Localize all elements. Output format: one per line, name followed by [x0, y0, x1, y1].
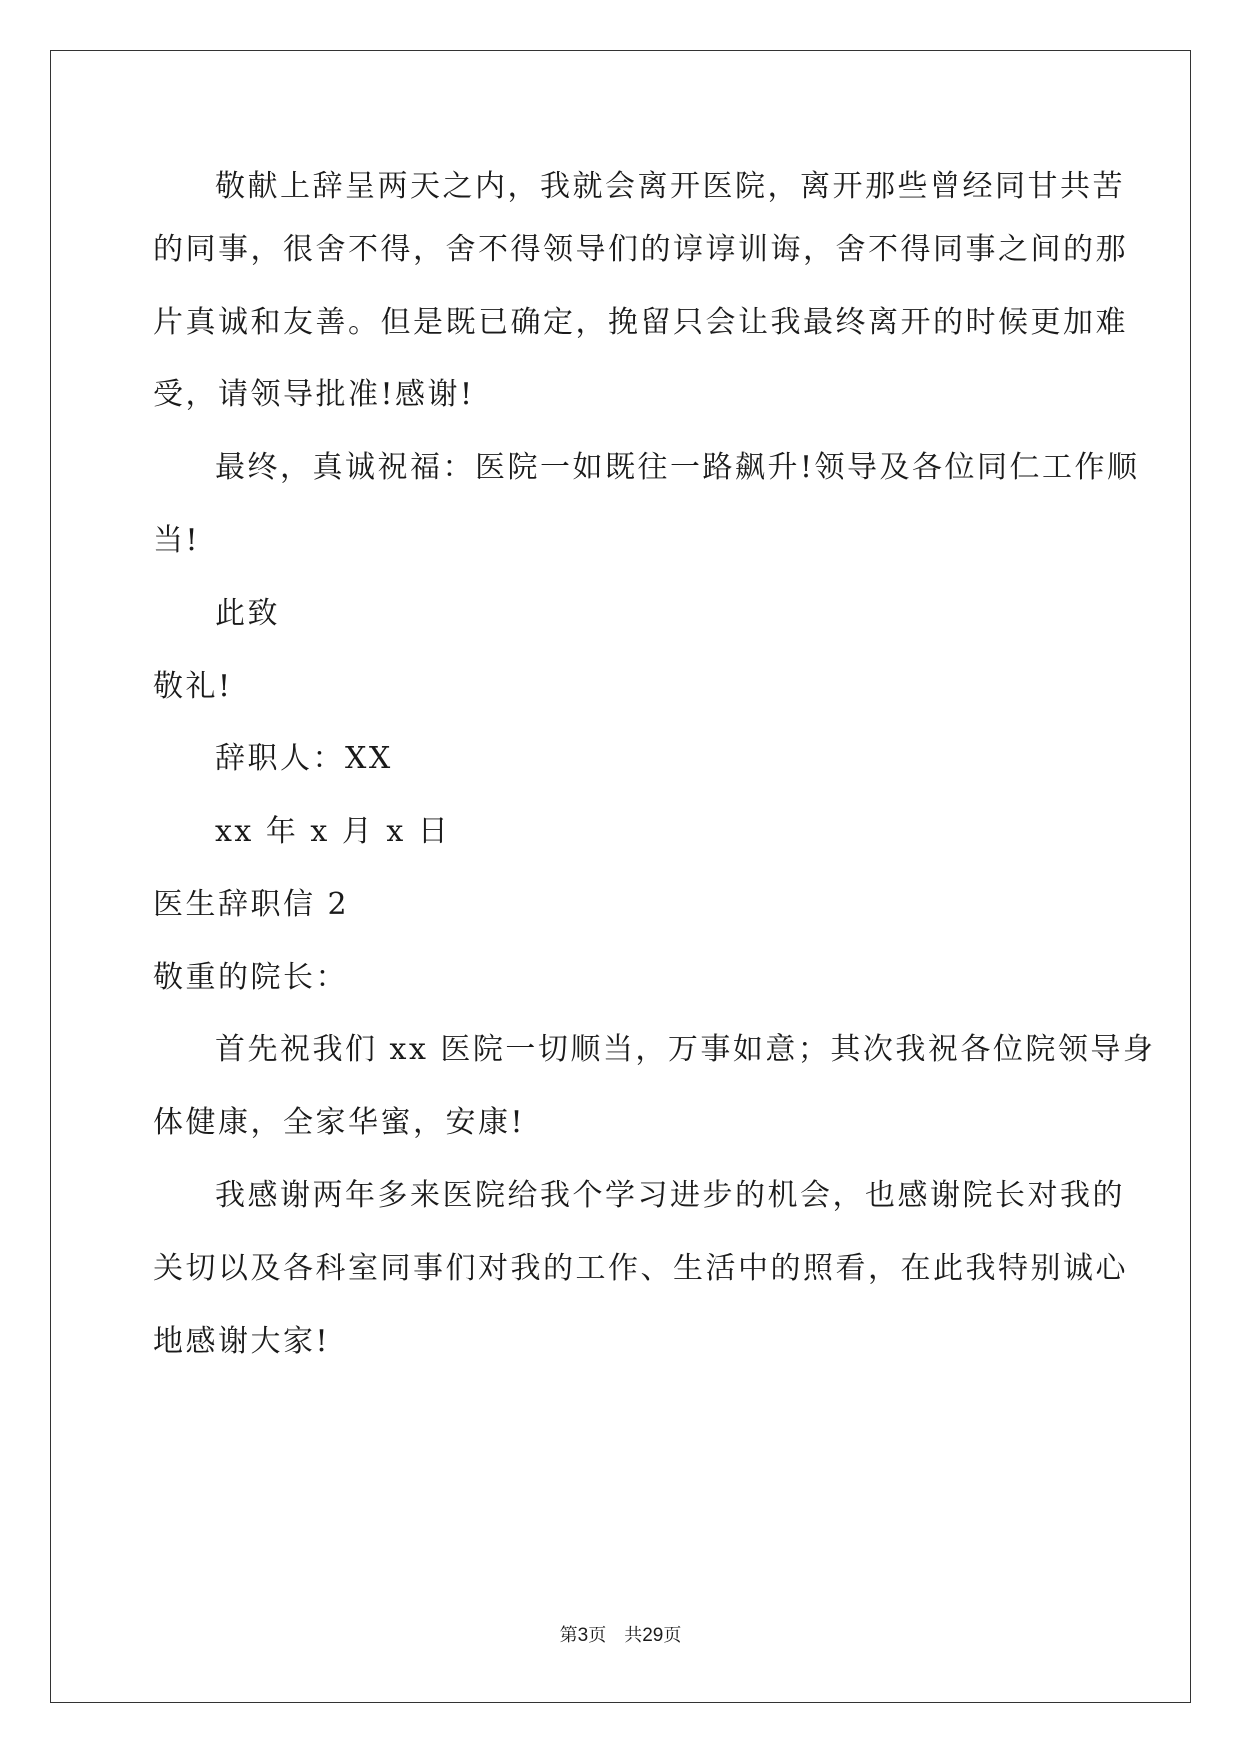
section-title: 医生辞职信 2 [153, 887, 350, 922]
footer-total-pages: 29 [642, 1625, 664, 1646]
greeting-line: 敬重的院长： [153, 960, 348, 995]
footer-total-prefix: 共 [624, 1625, 643, 1646]
paragraph-line: 我感谢两年多来医院给我个学习进步的机会，也感谢院长对我的 [215, 1178, 1125, 1213]
paragraph-line: 敬献上辞呈两天之内，我就会离开医院，离开那些曾经同甘共苦 [215, 169, 1125, 204]
closing-salutation: 此致 [215, 596, 280, 631]
paragraph-line: 地感谢大家! [153, 1324, 331, 1359]
page-footer [0, 1624, 1241, 1648]
paragraph-line: 最终，真诚祝福：医院一如既往一路飙升!领导及各位同仁工作顺 [215, 450, 1140, 485]
paragraph-line: 当! [153, 523, 201, 558]
paragraph-line: 首先祝我们 xx 医院一切顺当，万事如意；其次我祝各位院领导身 [215, 1032, 1156, 1067]
signature-line: 辞职人：XX [215, 741, 393, 776]
paragraph-line: 体健康，全家华蜜，安康! [153, 1105, 526, 1140]
date-line: xx 年 x 月 x 日 [215, 814, 451, 849]
footer-page-prefix: 第 [559, 1625, 578, 1646]
footer-total-unit: 页 [663, 1625, 682, 1646]
closing-regards: 敬礼! [153, 669, 233, 704]
paragraph-line: 片真诚和友善。但是既已确定，挽留只会让我最终离开的时候更加难 [153, 305, 1128, 340]
footer-page-number: 3 [577, 1625, 589, 1646]
page-border [50, 50, 1191, 1703]
paragraph-line: 的同事，很舍不得，舍不得领导们的谆谆训诲，舍不得同事之间的那 [153, 232, 1128, 267]
paragraph-line: 受，请领导批准!感谢! [153, 377, 475, 412]
paragraph-line: 关切以及各科室同事们对我的工作、生活中的照看，在此我特别诚心 [153, 1251, 1128, 1286]
footer-page-unit: 页 [588, 1625, 607, 1646]
